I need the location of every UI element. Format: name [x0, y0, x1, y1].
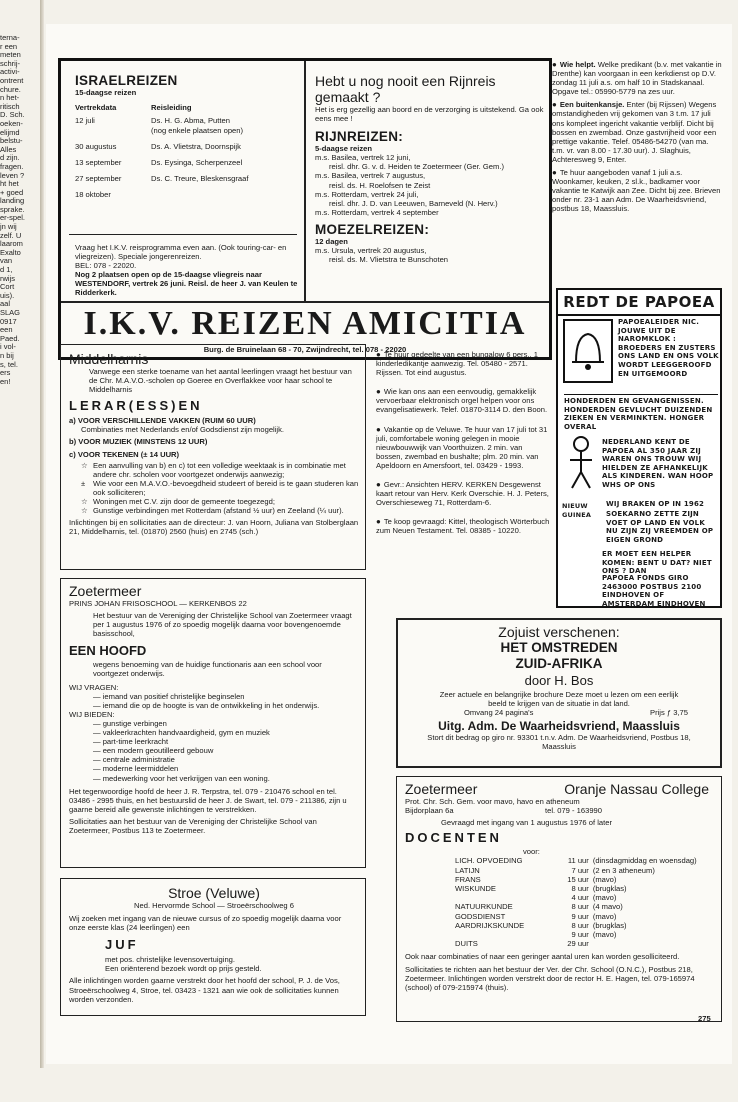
subject-uur: 15 uur	[567, 874, 589, 884]
spine-text-fragment: activi-	[0, 67, 20, 77]
rijn-section	[315, 73, 545, 264]
list-item: — iemand van positief christelijke beginselen	[93, 691, 245, 701]
spine-text-fragment: meten	[0, 50, 21, 60]
middle-classifieds	[376, 340, 550, 536]
book-description: Zeer actuele en belangrijke brochure Deze moet u lezen om een eerlijk beeld te krijgen van de situatie in dat land.	[439, 690, 679, 709]
intro-text: Het bestuur van de Vereniging der Christelijke School van Zoetermeer vraagt per 1 augustus 1976 of zo spoedig mogelijk daarna voor bovengenoemde basisschool,	[93, 611, 352, 639]
place-heading: Zoetermeer	[69, 583, 142, 599]
wij-bieden-heading: WIJ BIEDEN:	[69, 709, 115, 719]
subject-note: (mavo)	[592, 874, 617, 884]
footer-westendorf: Nog 2 plaatsen open op de 15-daagse vliegreis naar WESTENDORF, vertrek 26 juni. Reisl. de heer J. van Keulen te Ridderkerk.	[75, 270, 298, 298]
col-head-dates: Vertrekdata	[75, 103, 117, 113]
spine-text-fragment: terna-	[0, 33, 20, 42]
wij-vragen-heading: WIJ VRAGEN:	[69, 682, 119, 692]
spine-text-fragment: een	[0, 325, 13, 335]
list-item	[69, 479, 359, 497]
requirements-list	[69, 692, 359, 710]
spine-text-fragment: ht het	[0, 179, 19, 189]
college-address: Bijdorplaan 6a	[405, 806, 454, 816]
subject-uur: 4 uur	[571, 893, 589, 903]
spine-text-fragment: ritisch	[0, 101, 20, 111]
subject-uur: 9 uur	[571, 930, 589, 939]
list-item: — iemand die op de hoogte is van de ontwikkeling in het onderwijs.	[93, 700, 320, 710]
list-item: — gunstige verbingen	[93, 718, 167, 728]
page-gutter	[40, 0, 44, 1068]
spine-text-fragment: d zijn.	[0, 153, 20, 163]
subject-note: (4 mavo)	[592, 902, 623, 912]
ikv-brand: I.K.V. REIZEN AMICITIA	[83, 305, 527, 342]
table-row	[455, 866, 715, 875]
classified-text: Welke predikant (b.v. met vakantie in Drenthe) kan voorgaan in een kerkdienst op D.V. zondag 11 juli a.s. om half 10 in Stadskanaal. Opgave tel.: 05990-5779 na zes uur.	[552, 60, 722, 97]
subject-vak: LATIJN	[455, 865, 480, 875]
college-phone: tel. 079 - 163990	[545, 806, 602, 816]
bullet-icon	[376, 480, 384, 489]
vertical-divider	[304, 61, 306, 301]
book-head: Zojuist verschenen:	[498, 624, 620, 640]
table-row	[75, 158, 249, 167]
rijn-line: m.s. Basilea, vertrek 7 augustus,	[315, 171, 426, 181]
spine-text-fragment: Cort	[0, 282, 15, 292]
classified-item	[376, 517, 550, 535]
nieuw-guinea-label: NIEUW GUINEA	[562, 502, 592, 519]
spine-text-fragment: ontrent	[0, 75, 24, 85]
subject-note: (brugklas)	[592, 920, 627, 930]
bullet-lead: ● Wie helpt.	[552, 60, 596, 69]
spine-text-fragment: Alles	[0, 144, 17, 154]
stroe-school-ad	[60, 878, 366, 1016]
spine-text-fragment: en!	[0, 376, 11, 386]
classified-text: Te huur aangeboden vanaf 1 juli a.s. Woonkamer, keuken, 2 sl.k., badkamer voor vakantie te Katwijk aan Zee. Dicht bij zee. Brieven onder nr. 23-1 aan Adm. De Waarheidsvriend, postbus 18, Maassluis.	[552, 168, 721, 214]
spine-text-fragment: s, tel.	[0, 359, 18, 369]
subjects-table	[455, 856, 715, 948]
spine-text-fragment: n bij	[0, 350, 14, 360]
ikv-address: Burg. de Bruinelaan 68 - 70, Zwijndrecht, tel. 078 - 22020	[203, 345, 407, 354]
trip-leader: Ds. H. G. Abma, Putten	[151, 116, 230, 126]
college-name: Oranje Nassau College	[564, 781, 709, 797]
spine-text-fragment: er-spel.	[0, 213, 26, 223]
subject-vak: FRANS	[455, 874, 481, 884]
trip-leader: Ds. C. Treure, Bleskensgraaf	[151, 174, 249, 184]
trip-date: 27 september	[75, 174, 122, 184]
spine-text-fragment: elijmd	[0, 127, 20, 137]
ikv-reizen-ad	[58, 58, 552, 360]
trip-leader	[151, 190, 249, 199]
rijn-title: RIJNREIZEN:	[315, 129, 404, 145]
moezel-subtitle: 12 dagen	[315, 236, 348, 246]
subject-uur: 8 uur	[571, 920, 589, 930]
papoea-caption-6: ER MOET EEN HELPER KOMEN: BENT U DAT? NIET ONS ? DAN	[602, 550, 712, 576]
subject-uur: 7 uur	[571, 865, 589, 875]
subject-uur: 9 uur	[571, 911, 589, 921]
book-title-2: ZUID-AFRIKA	[515, 656, 603, 671]
requirement-2: Een oriënterend bezoek wordt op prijs gesteld.	[105, 964, 262, 974]
spine-text-fragment: n het-	[0, 93, 20, 103]
spine-text-fragment: zelf. U	[0, 230, 22, 240]
list-item-text: Gunstige verbindingen met Rotterdam (afstand ½ uur) en Zeeland (¼ uur).	[93, 506, 344, 516]
israel-subtitle: 15-daagse reizen	[75, 88, 137, 97]
role-heading: LERAR(ESS)EN	[69, 398, 203, 414]
spine-text-fragment: rwijs	[0, 273, 15, 283]
voor-label: voor:	[523, 847, 540, 857]
magazine-page	[46, 24, 732, 1064]
israel-footer	[75, 243, 300, 298]
book-pages: Omvang 24 pagina's	[464, 708, 534, 718]
list-item: — vakleerkrachten handvaardigheid, gym en muziek	[93, 728, 270, 738]
spine-text-fragment: d 1,	[0, 265, 13, 275]
spine-text-fragment: aal	[0, 299, 11, 309]
book-meta	[404, 708, 714, 717]
rijn-intro: Het is erg gezellig aan boord en de verzorging is uitstekend. Ga ook eens mee !	[315, 105, 544, 124]
list-item	[69, 461, 359, 479]
spine-text-fragment: jn wij	[0, 222, 17, 232]
star-icon: ±	[81, 478, 86, 488]
contact-text: Het tegenwoordige hoofd de heer J. R. Terpstra, tel. 079 - 210476 school en tel. 03486 - 2995 thuis, en het bestuurslid de heer J. de Swart, tel. 079 - 211386, zijn u gaarne bereid alle gewenste inlichtingen te verstrekken.	[69, 786, 347, 814]
papoea-caption-1: PAPOEALEIDER NIC. JOUWE UIT DE NAROMKLOK : BROEDERS EN ZUSTERS ONS LAND EN ONS VOLK WORDT LEEGGEROOFD EN UITGEMOORD	[618, 318, 719, 378]
rijn-line: m.s. Rotterdam, vertrek 4 september	[315, 207, 439, 217]
subject-uur: 8 uur	[571, 902, 589, 912]
contact-text: Alle inlichtingen worden gaarne verstrekt door het hoofd der school, P. J. de Vos, Stroeërschoolweg 4, Stroe, tel. 03423 - 1321 aan wie ook de sollicitaties kunnen worden verzonden.	[69, 976, 340, 1004]
subject-note: (mavo)	[592, 911, 617, 921]
table-row	[455, 875, 715, 884]
right-classifieds	[552, 60, 722, 214]
list-item: — centrale administratie	[93, 755, 175, 765]
spine-text-fragment: schrij-	[0, 58, 20, 68]
trip-date: 13 september	[75, 157, 122, 167]
offers-list	[69, 719, 359, 783]
classified-text: Wie kan ons aan een eenvoudig, gemakkelijk vervoerbaar elektronisch orgel helpen voor ons evangelisatiewerk. Telef. 01870-3114 D. den Boon.	[376, 387, 548, 415]
contact-text: Inlichtingen bij en sollicitaties aan de directeur: J. van Hoorn, Juliana van Stolberglaan 21, Middelharnis, tel. (01870) 2560 (huis) en 2745 (sch.)	[69, 518, 359, 537]
reason-text: wegens benoeming van de huidige functionaris aan een school voor voortgezet onderwijs.	[93, 660, 322, 679]
papoea-caption-2: HONDERDEN EN GEVANGENISSEN. HONDERDEN GEVLUCHT DUIZENDEN ZIEKEN EN VERMINKTEN. HONGER OVERAL	[564, 394, 718, 431]
list-item: — medewerking voor het verkrijgen van een woning.	[93, 773, 270, 783]
book-order-info: Stort dit bedrag op giro nr. 93301 t.n.v. Adm. De Waarheidsvriend, Postbus 18, Maassluis	[427, 733, 691, 752]
papoea-cartoon	[556, 288, 722, 608]
spine-text-fragment: + goed	[0, 187, 24, 197]
trip-leader: (nog enkele plaatsen open)	[151, 125, 244, 135]
trip-date: 12 juli	[75, 116, 95, 126]
vacancy-c: c) VOOR TEKENEN (± 14 UUR)	[69, 449, 180, 459]
table-row	[75, 142, 249, 151]
papoea-caption-5: SOEKARNO ZETTE ZIJN VOET OP LAND EN VOLK NU ZIJN ZIJ VREEMDEN OP EIGEN GROND	[606, 510, 714, 544]
papoea-title: REDT DE PAPOEA	[558, 290, 720, 316]
moezel-line: m.s. Ursula, vertrek 20 augustus,	[315, 246, 427, 256]
start-text: Gevraagd met ingang van 1 augustus 1976 of later	[441, 818, 612, 828]
bullet-lead: ● Een buitenkansje.	[552, 100, 624, 109]
bullet-icon	[376, 425, 384, 434]
table-row	[75, 126, 249, 135]
previous-page-spine	[0, 0, 42, 1102]
table-row	[75, 116, 249, 125]
papoea-caption-3: NEDERLAND KENT DE PAPOEA AL 350 JAAR ZIJ WAREN ONS TROUW WIJ HIELDEN ZE AFHANKELIJK ALS KINDEREN. WAN HOOP WHS OP ONS	[602, 438, 714, 489]
spine-text-fragment: sprake.	[0, 204, 25, 214]
subject-note	[589, 939, 715, 948]
classified-text: Enter (bij Rijssen) Wegens omstandigheden vrij gekomen van 3 t.m. 17 juli ons kompleet ingericht vakantie verblijf. Dicht bij bossen en zwembad. Onze gastvrijheid voor een prettige vakantie. Telef. 05486-54270 (van ma. t.m. vr. van 8.00 - 17.30 uur). J. Slaghuis, Achteresweg 9, Enter.	[552, 100, 717, 164]
vacancy-a-sub: Combinaties met Nederlands en/of Godsdienst zijn mogelijk.	[81, 425, 285, 435]
ad-header	[405, 781, 715, 797]
subject-note: (mavo)	[592, 893, 617, 903]
spine-text-fragment: 0917	[0, 316, 17, 326]
rijn-line: m.s. Rotterdam, vertrek 24 juli,	[315, 189, 419, 199]
table-row	[455, 921, 715, 930]
footer-text: Vraag het I.K.V. reisprogramma even aan. (Ook touring-car- en vliegreizen). Speciale jongerenreizen.	[75, 243, 287, 262]
subject-vak: NATUURKUNDE	[455, 902, 513, 912]
classified-text: Te koop gevraagd: Kittel, theologisch Wörterbuch zum Neuen Testament. Tel. 08385 - 10220.	[376, 517, 550, 536]
spine-text-fragment: D. Sch.	[0, 110, 25, 120]
trip-leader: Ds. A. Vlietstra, Doornspijk	[151, 141, 241, 151]
trip-date: 30 augustus	[75, 141, 117, 151]
moezel-line: reisl. ds. M. Vlietstra te Bunschoten	[329, 255, 449, 265]
rijn-line: reisl. ds. H. Roelofsen te Zeist	[329, 180, 431, 190]
moezel-title: MOEZELREIZEN:	[315, 221, 430, 237]
star-icon: ☆	[81, 460, 88, 470]
table-row	[75, 190, 249, 199]
spine-text-fragment: chure.	[0, 84, 21, 94]
combinations-text: Ook naar combinaties of naar een geringer aantal uren kan worden gesolliciteerd.	[405, 952, 680, 962]
divider	[61, 301, 551, 303]
rijn-line: reisl. dhr. G. v. d. Heiden te Zoetermeer (Ger. Gem.)	[329, 162, 504, 172]
subject-uur: 29 uur	[567, 939, 589, 949]
place-heading: Zoetermeer	[405, 781, 478, 797]
spine-text-fragment: uis).	[0, 290, 15, 300]
place-heading: Middelharnis	[69, 351, 149, 367]
subject-vak: WISKUNDE	[455, 883, 496, 893]
list-item-text: Woningen met C.V. zijn door de gemeente toegezegd;	[93, 497, 275, 507]
papoea-caption-4: WIJ BRAKEN OP IN 1962	[606, 500, 705, 508]
figure-icon	[562, 434, 600, 490]
role-heading: DOCENTEN	[405, 830, 502, 846]
table-row	[75, 174, 249, 183]
col-head-leaders: Reisleiding	[151, 103, 192, 113]
list-item-text: Wie voor een M.A.V.O.-bevoegdheid studeert of bereid is te gaan studeren kan ook solliciteren;	[93, 478, 359, 497]
spine-text-fragment: r een	[0, 41, 18, 51]
rijn-line: reisl. dhr. J. D. van Leeuwen, Barneveld (N. Herv.)	[329, 198, 498, 208]
list-item: — moderne leermiddelen	[93, 764, 179, 774]
book-ad	[396, 618, 722, 768]
subject-vak	[455, 930, 552, 939]
israel-title: ISRAELREIZEN	[75, 73, 178, 88]
divider	[69, 234, 297, 235]
star-icon: ☆	[81, 506, 88, 516]
intro-text: Wij zoeken met ingang van de nieuwe cursus of zo spoedig mogelijk daarna voor onze eerste klas (24 leerlingen) een	[69, 914, 342, 933]
subject-note: (2 en 3 atheneum)	[592, 865, 655, 875]
table-row	[455, 893, 715, 902]
school-name: PRINS JOHAN FRISOSCHOOL — KERKENBOS 22	[69, 599, 247, 608]
spine-text-fragment: SLAG	[0, 308, 21, 317]
table-row	[455, 902, 715, 911]
list-item	[69, 497, 359, 506]
subject-vak	[455, 893, 552, 902]
requirement-1: met pos. christelijke levensovertuiging.	[105, 955, 235, 965]
subject-note: (dinsdagmiddag en woensdag)	[592, 856, 697, 866]
subject-vak: DUITS	[455, 939, 478, 949]
zoetermeer-frisoschool-ad	[60, 578, 366, 868]
intro-text: Vanwege een sterke toename van het aantal leerlingen vraagt het bestuur van de Chr. M.A.V.O.-scholen op Goeree en Overflakkee voor haar school te Middelharnis	[89, 367, 352, 395]
spine-text-fragment: fragen.	[0, 161, 24, 171]
classified-item	[376, 350, 550, 377]
papoea-caption-7: PAPOEA FONDS GIRO 2463000 POSTBUS 2100 EINDHOVEN OF AMSTERDAM EINDHOVEN	[602, 574, 706, 608]
book-publisher: Uitg. Adm. De Waarheidsvriend, Maassluis	[438, 719, 680, 734]
book-title-1: HET OMSTREDEN	[500, 640, 618, 655]
subject-vak: GODSDIENST	[455, 911, 506, 921]
bullet-icon	[376, 387, 384, 396]
star-icon: ☆	[81, 497, 88, 507]
classified-item	[376, 480, 550, 507]
classified-text: Te huur gedeelte van een bungalow 6 pers., 1 kinderledikantje aanwezig. Tel. 05480 - 2571. Rijssen. Tot eind augustus.	[376, 350, 538, 378]
classified-text: Vakantie op de Veluwe. Te huur van 17 juli tot 31 juli, comfortabele woning gelegen in mooie nieuwbouwwijk van Voorthuizen. 2 min. van bossen, zwembad en bushalte; plm. 20 min. van Apeldoorn en Amersfoort, tel. 03429 - 1993.	[376, 424, 548, 470]
book-price: Prijs ƒ 3,75	[650, 708, 688, 718]
table-row	[455, 930, 715, 939]
subject-uur: 8 uur	[571, 883, 589, 893]
subject-vak: AARDRIJKSKUNDE	[455, 920, 525, 930]
spine-text-fragment: oeken-	[0, 118, 23, 128]
rijn-subtitle: 5-daagse reizen	[315, 144, 372, 154]
college-address-row	[405, 806, 715, 815]
middelharnis-ad	[60, 344, 366, 570]
sollicit-text: Sollicitaties aan het bestuur van de Vereniging der Christelijke School van Zoetermeer, Postbus 113 te Zoetermeer.	[69, 816, 317, 835]
table-row	[455, 884, 715, 893]
contact-text: Sollicitaties te richten aan het bestuur der Ver. der Chr. School (O.N.C.), Postbus 218, Zoetermeer. Inlichtingen worden verstrekt door de rector H. E. Hagen, tel. 079-165974 (school) of 079-215974 (thuis).	[405, 964, 695, 992]
footer-phone: BEL: 078 - 22020.	[75, 261, 137, 271]
page-number: 275	[698, 1014, 711, 1023]
spine-text-fragment: Paed.	[0, 333, 20, 343]
classified-item	[552, 60, 722, 96]
table-row	[455, 856, 715, 865]
spine-text-fragment: ers	[0, 368, 11, 378]
benefits-list	[69, 461, 359, 516]
bullet-icon	[552, 168, 560, 177]
classified-text: Gevr.: Ansichten HERV. KERKEN Desgewenst kaart retour van Herv. Kerk Overschie. H. J. Peters, Overschieseweg 71, Rotterdam-6.	[376, 480, 549, 508]
spine-text-fragment: Exalto	[0, 247, 21, 257]
trip-date	[75, 126, 151, 135]
oranje-nassau-ad	[396, 776, 722, 1022]
spine-text-fragment: van	[0, 256, 13, 266]
spine-text-fragment: laarom	[0, 239, 23, 249]
classified-item	[552, 168, 722, 213]
list-item-text: Een aanvulling van b) en c) tot een volledige weektaak is in combinatie met andere chr. scholen voor voortgezet onderwijs aanwezig;	[93, 460, 346, 479]
trip-leader: Ds. Eysinga, Scherpenzeel	[151, 157, 243, 167]
place-heading: Stroe (Veluwe)	[168, 885, 260, 901]
list-item: — part-time leerkracht	[93, 737, 169, 747]
rijn-question: Hebt u nog nooit een Rijnreis gemaakt ?	[315, 73, 496, 105]
classified-item	[376, 387, 550, 414]
subject-uur: 11 uur	[567, 856, 589, 866]
spine-text-fragment: landing	[0, 196, 25, 206]
book-author: door H. Bos	[524, 673, 594, 688]
bell-icon	[562, 318, 614, 384]
classified-item	[376, 425, 550, 470]
spine-text-fragment: i vol-	[0, 342, 16, 352]
bullet-icon	[376, 517, 384, 526]
trip-date: 18 oktober	[75, 190, 111, 200]
table-row	[455, 939, 715, 948]
list-item: — een modern geoutilleerd gebouw	[93, 746, 214, 756]
classified-item	[552, 100, 722, 164]
spine-text-fragment: leven ?	[0, 170, 25, 180]
role-heading: JUF	[105, 937, 139, 953]
vacancy-a: a) VOOR VERSCHILLENDE VAKKEN (RUIM 60 UUR)	[69, 416, 256, 426]
table-row	[455, 912, 715, 921]
subject-note: (mavo)	[592, 930, 617, 939]
college-subtitle: Prot. Chr. Sch. Gem. voor mavo, havo en atheneum	[405, 797, 580, 806]
spine-text-fragment: belstu-	[0, 136, 23, 146]
list-item	[69, 506, 359, 515]
bullet-icon	[376, 350, 384, 359]
school-name: Ned. Hervormde School — Stroeërschoolweg 6	[134, 901, 294, 910]
israel-schedule	[75, 103, 249, 199]
subject-note: (brugklas)	[592, 883, 627, 893]
subject-vak: LICH. OPVOEDING	[455, 856, 523, 866]
role-heading: EEN HOOFD	[69, 643, 147, 659]
rijn-line: m.s. Basilea, vertrek 12 juni,	[315, 153, 411, 163]
vacancy-b: b) VOOR MUZIEK (MINSTENS 12 UUR)	[69, 437, 208, 447]
